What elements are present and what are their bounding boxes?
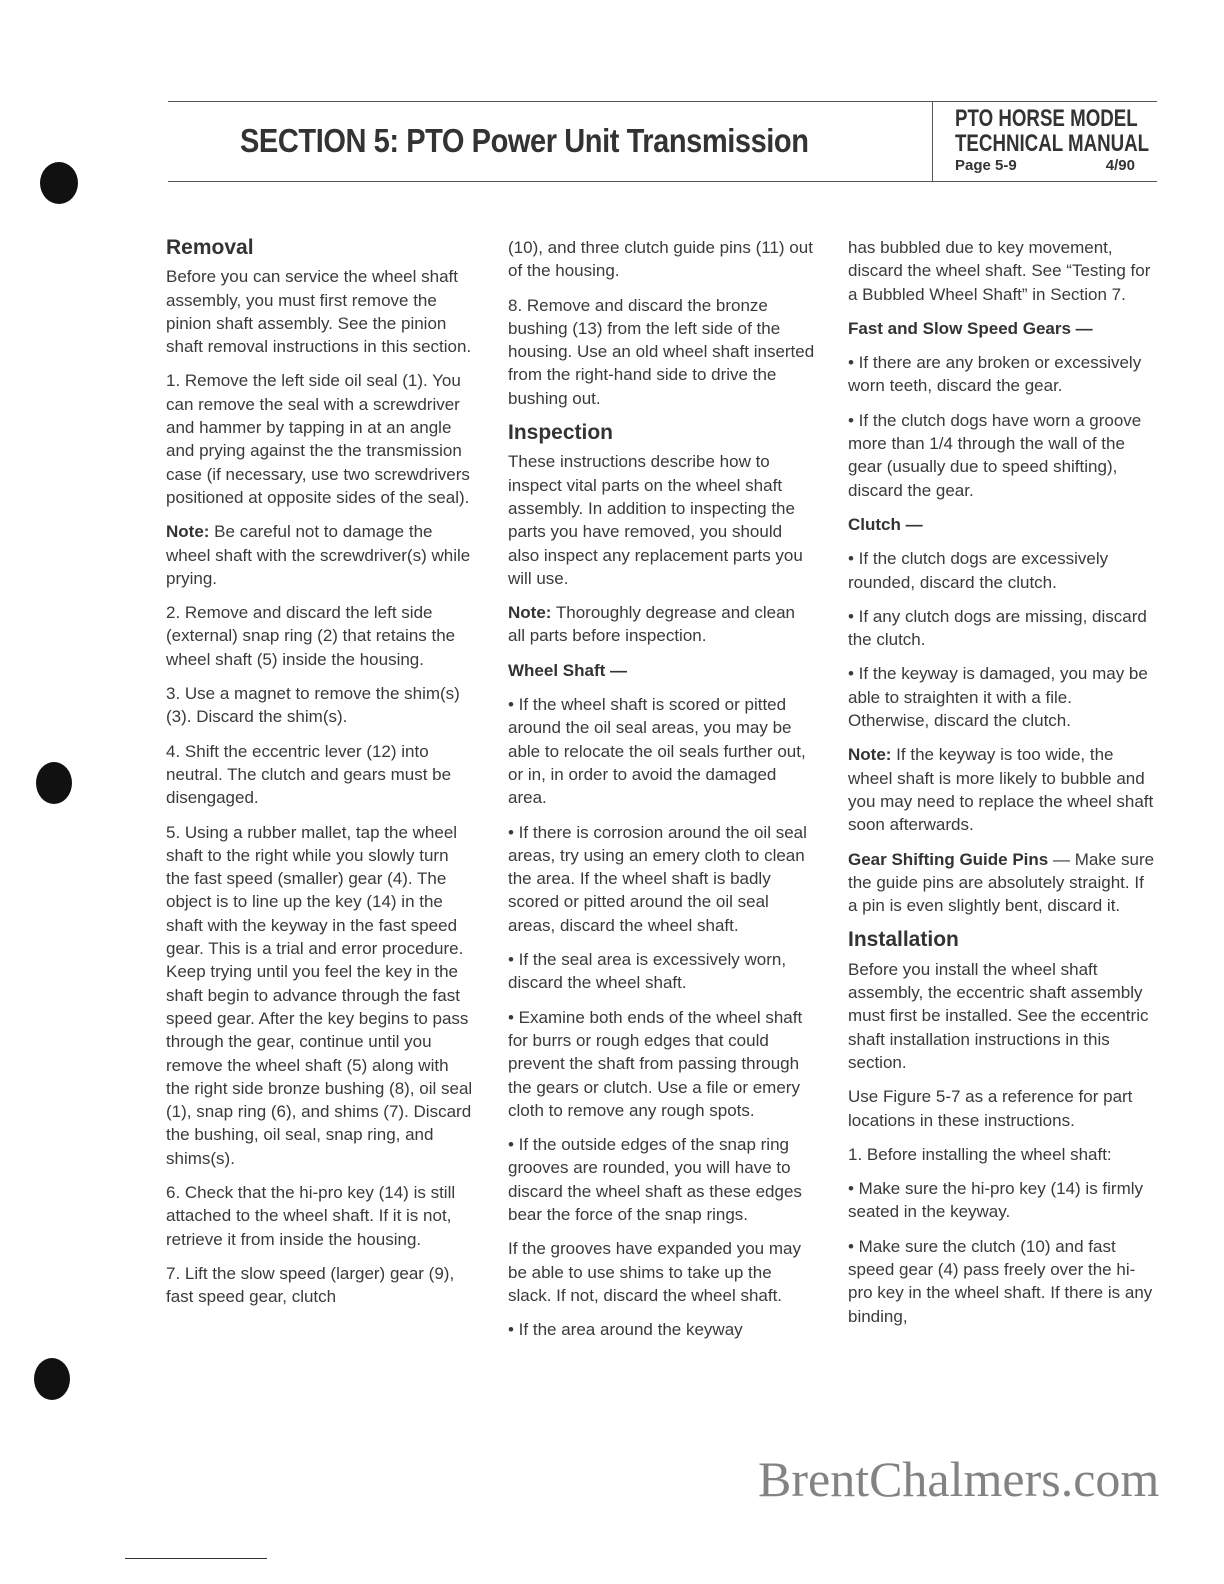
paragraph: [166, 1262, 474, 1309]
paragraph: [166, 682, 474, 729]
paragraph: [508, 1133, 816, 1226]
paragraph: [848, 1085, 1156, 1132]
paragraph-text: 5. Using a rubber mallet, tap the wheel shaft to the right while you slowly turn the fast speed (smaller) gear (4). The object is to line up the key (14) in the shaft with the keyway in the fast speed gear. This is a trial and error procedure. Keep trying until you feel the key in the shaft begin to advance through the fast speed gear. After the key begins to pass through the gear, continue until you remove the wheel shaft (5) along with the right side bronze bushing (8), oil seal (1), snap ring (6), and shims (7). Discard the bushing, oil seal, snap ring, and shims(s).: [166, 822, 473, 1168]
manual-title: [955, 106, 1149, 156]
paragraph-text: These instructions describe how to inspect vital parts on the wheel shaft assembly. In addition to inspecting the parts you have removed, you should also inspect any replacement parts you will use.: [508, 452, 803, 588]
paragraph-text: • If the clutch dogs have worn a groove more than 1/4 through the wall of the gear (usually due to speed shifting), discard the gear.: [848, 410, 1142, 500]
paragraph: [848, 848, 1156, 918]
paragraph-text: Installation: [848, 928, 959, 952]
paragraph-text: has bubbled due to key movement, discard the wheel shaft. See “Testing for a Bubbled Wheel Shaft” in Section 7.: [848, 238, 1151, 304]
paragraph-text: • Make sure the clutch (10) and fast speed gear (4) pass freely over the hi-pro key in the wheel shaft. If there is any binding,: [848, 1236, 1153, 1326]
paragraph-lead: Note:: [508, 603, 552, 623]
paragraph-text: Thoroughly degrease and clean all parts before inspection.: [508, 603, 795, 646]
paragraph: [508, 450, 816, 590]
paragraph: [166, 369, 474, 509]
paragraph-text: • If any clutch dogs are missing, discard the clutch.: [848, 606, 1147, 650]
header-top-rule: [168, 101, 1157, 102]
paragraph-text: 2. Remove and discard the left side (external) snap ring (2) that retains the wheel shaft (5) inside the housing.: [166, 603, 456, 669]
paragraph-text: 6. Check that the hi-pro key (14) is still attached to the wheel shaft. If it is not, retrieve it from inside the housing.: [166, 1182, 456, 1249]
column-2: [508, 236, 816, 1352]
paragraph: [508, 236, 816, 283]
paragraph-text: 8. Remove and discard the bronze bushing (13) from the left side of the housing. Use an old wheel shaft inserted from the right-hand side to drive the bushing out.: [508, 295, 815, 408]
paragraph: [166, 265, 474, 358]
heading: [848, 317, 1156, 340]
manual-line-2: TECHNICAL MANUAL: [955, 130, 1150, 157]
paragraph-text: (10), and three clutch guide pins (11) out of the housing.: [508, 238, 813, 281]
watermark: BrentChalmers.com: [758, 1451, 1160, 1507]
page-number: Page 5-9: [955, 157, 1017, 174]
paragraph-text: • If the area around the keyway: [508, 1320, 743, 1340]
paragraph: [508, 1006, 816, 1122]
paragraph-text: • If the keyway is damaged, you may be able to straighten it with a file. Otherwise, discard the clutch.: [848, 664, 1148, 731]
paragraph: [166, 601, 474, 671]
paragraph: [848, 1235, 1156, 1328]
paragraph: [848, 662, 1156, 732]
column-1: [166, 236, 474, 1319]
paragraph-text: If the keyway is too wide, the wheel shaft is more likely to bubble and you may need to replace the wheel shaft soon afterwards.: [848, 745, 1154, 835]
paragraph-text: Before you install the wheel shaft assembly, the eccentric shaft assembly must first be installed. See the eccentric shaft installation instructions in this section.: [848, 959, 1149, 1072]
paragraph-text: • If the seal area is excessively worn, discard the wheel shaft.: [508, 950, 787, 993]
paragraph: [508, 948, 816, 995]
paragraph-text: 7. Lift the slow speed (larger) gear (9), fast speed gear, clutch: [166, 1263, 455, 1307]
section-title: SECTION 5: PTO Power Unit Transmission: [240, 122, 809, 159]
paragraph-text: • If there are any broken or excessively worn teeth, discard the gear.: [848, 353, 1142, 396]
paragraph: [166, 1181, 474, 1251]
paragraph-text: • If the wheel shaft is scored or pitted around the oil seal areas, you may be able to relocate the oil seals further out, or in, in order to avoid the damaged area.: [508, 695, 806, 808]
binder-hole: [36, 762, 72, 804]
heading: [508, 659, 816, 682]
paragraph-text: • If the outside edges of the snap ring grooves are rounded, you will have to discard the wheel shaft as these edges bear the force of the snap rings.: [508, 1135, 802, 1224]
heading: [508, 421, 816, 444]
paragraph: [166, 520, 474, 590]
paragraph: [508, 601, 816, 648]
paragraph-text: Clutch —: [848, 514, 923, 534]
paragraph-text: • If there is corrosion around the oil seal areas, try using an emery cloth to clean the area. If the wheel shaft is badly scored or pitted around the oil seal areas, discard the wheel shaft.: [508, 822, 807, 935]
paragraph: [848, 958, 1156, 1074]
heading: [848, 513, 1156, 536]
paragraph-text: If the grooves have expanded you may be able to use shims to take up the slack. If not, discard the wheel shaft.: [508, 1239, 801, 1305]
paragraph: [508, 821, 816, 937]
paragraph-text: Removal: [166, 236, 254, 259]
paragraph-text: 4. Shift the eccentric lever (12) into neutral. The clutch and gears must be disengaged.: [166, 741, 452, 808]
paragraph-text: Wheel Shaft —: [508, 660, 628, 680]
paragraph-text: Fast and Slow Speed Gears —: [848, 318, 1093, 338]
paragraph-text: Be careful not to damage the wheel shaft with the screwdriver(s) while prying.: [166, 522, 471, 588]
binder-hole: [40, 162, 78, 204]
paragraph-text: 1. Remove the left side oil seal (1). You can remove the seal with a screwdriver and hammer by tapping in at an angle and prying against the the transmission case (if necessary, use two screwdrivers positioned at opposite sides of the seal).: [166, 371, 470, 507]
paragraph: [508, 1237, 816, 1307]
paragraph: [166, 821, 474, 1170]
paragraph: [848, 1143, 1156, 1166]
heading: [848, 928, 1156, 951]
paragraph-text: 3. Use a magnet to remove the shim(s) (3). Discard the shim(s).: [166, 684, 460, 727]
paragraph-text: 1. Before installing the wheel shaft:: [848, 1144, 1112, 1164]
paragraph-text: • Examine both ends of the wheel shaft for burrs or rough edges that could prevent the shaft from passing through the gears or clutch. Use a file or emery cloth to remove any rough spots.: [508, 1007, 803, 1120]
manual-line-1: PTO HORSE MODEL: [955, 105, 1138, 132]
paragraph: [166, 740, 474, 810]
paragraph: [848, 547, 1156, 594]
header-bottom-rule: [168, 181, 1157, 182]
paragraph-lead: Gear Shifting Guide Pins: [848, 849, 1049, 869]
paragraph: [508, 1318, 816, 1341]
paragraph-text: Inspection: [508, 421, 614, 445]
page-info: [955, 157, 1135, 174]
paragraph-text: — Make sure the guide pins are absolutely straight. If a pin is even slightly bent, discard it.: [848, 849, 1155, 916]
paragraph: [848, 605, 1156, 652]
paragraph: [848, 351, 1156, 398]
paragraph-text: • Make sure the hi-pro key (14) is firmly seated in the keyway.: [848, 1179, 1144, 1222]
paragraph: [508, 693, 816, 809]
heading: [166, 236, 474, 259]
paragraph-lead: Note:: [166, 522, 210, 542]
paragraph-lead: Note:: [848, 745, 892, 765]
column-3: [848, 236, 1156, 1339]
paragraph-text: Use Figure 5-7 as a reference for part locations in these instructions.: [848, 1087, 1133, 1130]
paragraph: [848, 409, 1156, 502]
paragraph: [508, 294, 816, 410]
binder-hole: [34, 1358, 70, 1400]
paragraph-text: • If the clutch dogs are excessively rounded, discard the clutch.: [848, 549, 1109, 592]
paragraph: [848, 236, 1156, 306]
revision-date: 4/90: [1105, 157, 1135, 174]
paragraph-text: Before you can service the wheel shaft assembly, you must first remove the pinion shaft assembly. See the pinion shaft removal instructions in this section.: [166, 267, 472, 357]
footer-rule: [125, 1558, 267, 1559]
header-divider: [932, 101, 933, 181]
paragraph: [848, 743, 1156, 836]
paragraph: [848, 1177, 1156, 1224]
